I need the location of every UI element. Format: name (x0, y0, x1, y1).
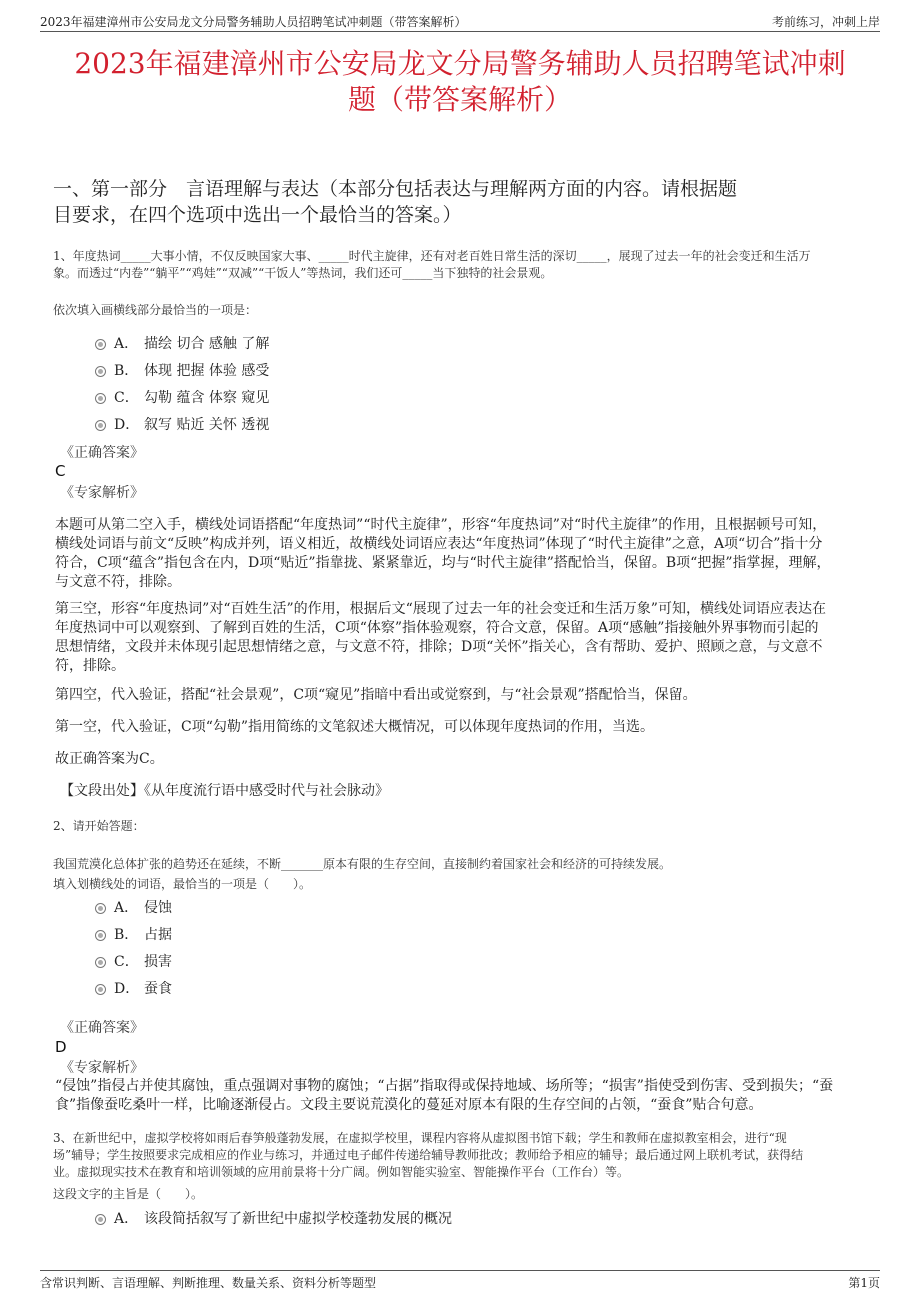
q2-option-a[interactable]: A． 侵蚀 (95, 899, 172, 917)
radio-icon[interactable] (95, 957, 106, 968)
q2-option-b[interactable]: B． 占据 (95, 926, 172, 944)
q1-analysis-p1: 本题可从第二空入手，横线处词语搭配“年度热词”“时代主旋律”，形容“年度热词”对“时代主旋律”的作用，且根据顿号可知， 横线处词语与前文“反映”构成并列，语义相近，故横线处词语应表达“年度热词”体现了“时代主旋律”之意，A项“切合”指十分 符合，C项“蕴含”指包含在内，D项“贴近”指靠拢、紧紧靠近，均与“时代主旋律”搭配恰当，保留。B项“把握”指掌握，理解， 与文意不符，排除。 (55, 517, 831, 590)
footer-note: 含常识判断、言语理解、判断推理、数量关系、资料分析等题型 (40, 1276, 377, 1290)
q1-answer: C (55, 462, 66, 480)
q3-prompt: 这段文字的主旨是（ ）。 (53, 1187, 204, 1201)
q2-prompt: 填入划横线处的词语，最恰当的一项是（ ）。 (53, 877, 312, 891)
radio-icon[interactable] (95, 339, 106, 350)
page-title: 2023年福建漳州市公安局龙文分局警务辅助人员招聘笔试冲刺 题（带答案解析） (74, 47, 846, 116)
radio-icon[interactable] (95, 366, 106, 377)
q1-analysis-p5: 故正确答案为C。 (55, 751, 164, 767)
q2-answer-label: 《正确答案》 (60, 1020, 144, 1036)
q3-stem: 3、在新世纪中，虚拟学校将如雨后春笋般蓬勃发展，在虚拟学校里，课程内容将从虚拟图书馆下载；学生和教师在虚拟教室相会，进行“现 场”辅导；学生按照要求完成相应的作业与练习，并通过电子邮件传递给辅导教师批改；教师给予相应的辅导；最后通过网上联机考试，获得结 业。虚拟现实技术在教育和培训领域的应用前景将十分广阔。例如智能实验室、智能操作平台（工作台）等。 (53, 1131, 804, 1179)
section-heading: 一、第一部分 言语理解与表达（本部分包括表达与理解两方面的内容。请根据题 目要求，在四个选项中选出一个最恰当的答案。） (53, 178, 738, 226)
radio-icon[interactable] (95, 420, 106, 431)
radio-icon[interactable] (95, 984, 106, 995)
q1-analysis-p3: 第四空，代入验证，搭配“社会景观”，C项“窥见”指暗中看出或觉察到，与“社会景观”搭配恰当，保留。 (55, 687, 697, 703)
header-slogan: 考前练习，冲刺上岸 (771, 15, 880, 29)
page-header (40, 10, 880, 32)
q2-analysis-p1: “侵蚀”指侵占并使其腐蚀，重点强调对事物的腐蚀；“占据”指取得或保持地域、场所等；“损害”指使受到伤害、受到损失；“蚕 食”指像蚕吃桑叶一样，比喻逐渐侵占。文段主要说荒漠化的蔓延对原本有限的生存空间的占领，“蚕食”贴合句意。 (55, 1078, 834, 1113)
radio-icon[interactable] (95, 1214, 106, 1225)
q1-analysis-label: 《专家解析》 (60, 485, 144, 501)
q3-option-a[interactable]: A． 该段简括叙写了新世纪中虚拟学校蓬勃发展的概况 (95, 1210, 452, 1228)
q2-intro: 2、请开始答题： (53, 819, 145, 833)
radio-icon[interactable] (95, 930, 106, 941)
q1-option-d[interactable]: D． 叙写 贴近 关怀 透视 (95, 416, 269, 434)
q2-option-d[interactable]: D． 蚕食 (95, 980, 172, 998)
q1-option-a[interactable]: A． 描绘 切合 感触 了解 (95, 335, 269, 353)
radio-icon[interactable] (95, 393, 106, 404)
q1-source: 【文段出处】《从年度流行语中感受时代与社会脉动》 (60, 783, 389, 799)
q1-analysis-p2: 第三空，形容“年度热词”对“百姓生活”的作用，根据后文“展现了过去一年的社会变迁和生活万象”可知，横线处词语应表达在 年度热词中可以观察到、了解到百姓的生活，C项“体察”指体验观察，符合文意，保留。A项“感触”指接触外界事物而引起的 思想情绪，文段并未体现引起思想情绪之意，与文意不符，排除；D项“关怀”指关心，含有帮助、爱护、照顾之意，与文意不 符，排除。 (55, 601, 826, 674)
q1-option-b[interactable]: B． 体现 把握 体验 感受 (95, 362, 269, 380)
q2-answer: D (55, 1038, 67, 1056)
q1-option-c[interactable]: C． 勾勒 蕴含 体察 窥见 (95, 389, 269, 407)
q1-stem: 1、年度热词_____大事小情，不仅反映国家大事、_____时代主旋律，还有对老百姓日常生活的深切_____，展现了过去一年的社会变迁和生活万 象。而透过“内卷”“躺平”“鸡娃”“双减”“干饭人”等热词，我们还可_____当下独特的社会景观。 (53, 249, 811, 280)
q1-analysis-p4: 第一空，代入验证，C项“勾勒”指用简练的文笔叙述大概情况，可以体现年度热词的作用，当选。 (55, 719, 655, 735)
q2-stem: 我国荒漠化总体扩张的趋势还在延续，不断_______原本有限的生存空间，直接制约着国家社会和经济的可持续发展。 (53, 857, 672, 871)
q1-prompt: 依次填入画横线部分最恰当的一项是： (53, 303, 258, 317)
radio-icon[interactable] (95, 903, 106, 914)
page-number: 第1页 (848, 1276, 880, 1290)
q1-answer-label: 《正确答案》 (60, 445, 144, 461)
header-title: 2023年福建漳州市公安局龙文分局警务辅助人员招聘笔试冲刺题（带答案解析） (40, 15, 467, 29)
q2-analysis-label: 《专家解析》 (60, 1060, 144, 1076)
q2-option-c[interactable]: C． 损害 (95, 953, 172, 971)
page-footer (40, 1270, 880, 1292)
